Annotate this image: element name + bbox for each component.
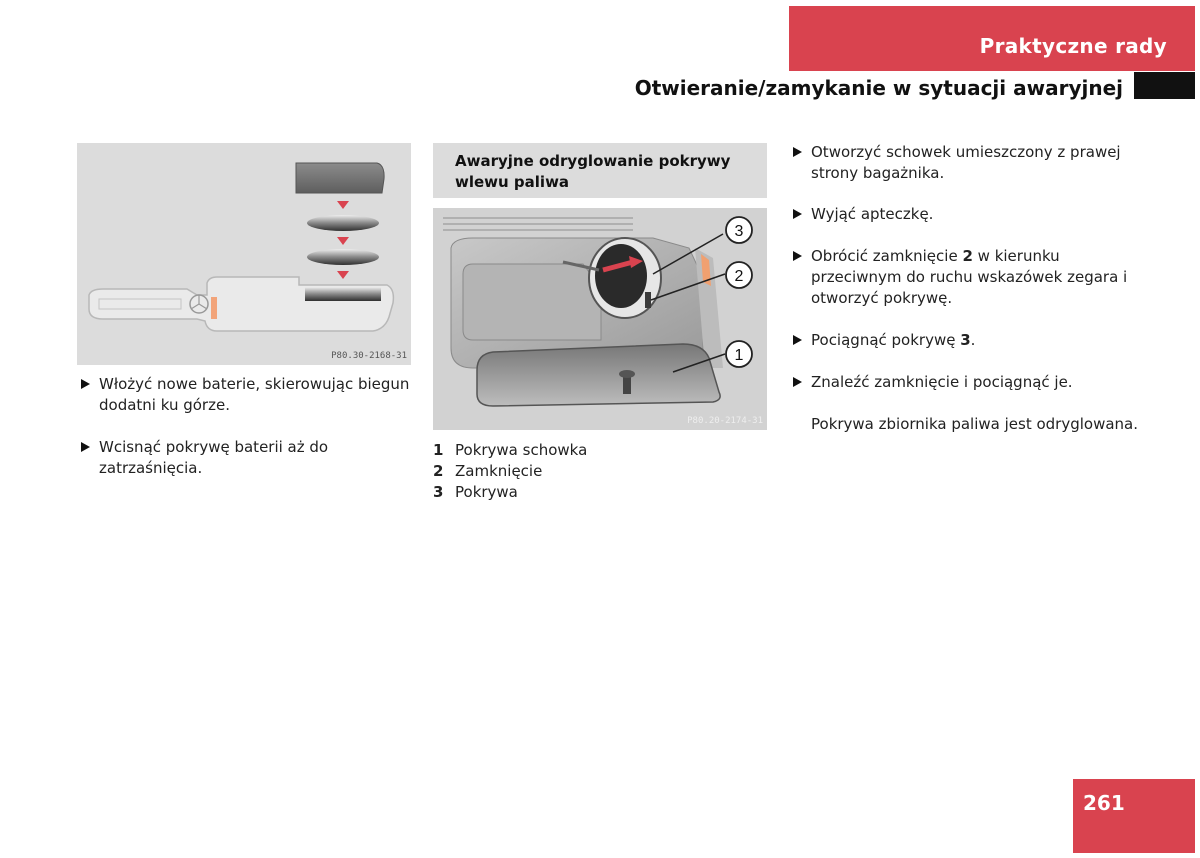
- callout-number: 1: [734, 347, 744, 364]
- fuel-flap-release-illustration: [433, 208, 767, 430]
- bullet-triangle-icon: [793, 377, 802, 387]
- section-bar: [789, 6, 1195, 71]
- page-number-box: [1073, 779, 1195, 853]
- legend-item: 3 Pokrywa: [433, 483, 518, 501]
- battery-replacement-illustration: [77, 143, 411, 365]
- instruction-step: Wyjąć apteczkę.: [793, 204, 1123, 225]
- procedure-title-box: Awaryjne odryglowanie pokrywy wlewu paliwa: [433, 143, 767, 198]
- callout-number: 3: [734, 223, 744, 240]
- legend-item: 2 Zamknięcie: [433, 462, 543, 480]
- page-title: Otwieranie/zamykanie w sytuacji awaryjnej: [634, 76, 1123, 100]
- instruction-step: Pociągnąć pokrywę 3.: [793, 330, 1123, 351]
- bullet-triangle-icon: [793, 335, 802, 345]
- section-label: Praktyczne rady: [979, 34, 1167, 58]
- instruction-step: Otworzyć schowek umieszczony z prawej strony bagażnika.: [793, 142, 1123, 184]
- key-battery-drawing: [77, 143, 411, 365]
- bullet-triangle-icon: [793, 251, 802, 261]
- page-number: 261: [1083, 791, 1125, 815]
- instruction-step: Znaleźć zamknięcie i pociągnąć je.: [793, 372, 1123, 393]
- bullet-triangle-icon: [793, 209, 802, 219]
- figure-code: P80.30-2168-31: [331, 351, 407, 361]
- callout-number: 2: [734, 268, 744, 285]
- figure-code: P80.20-2174-31: [687, 416, 763, 426]
- bullet-triangle-icon: [81, 379, 90, 389]
- legend-item: 1 Pokrywa schowka: [433, 441, 588, 459]
- trunk-compartment-drawing: [433, 208, 767, 430]
- result-text: Pokrywa zbiornika paliwa jest odryglowana.: [811, 415, 1139, 433]
- instruction-step: Włożyć nowe baterie, skierowując biegun dodatni ku górze.: [81, 374, 413, 416]
- instruction-step: Wcisnąć pokrywę baterii aż do zatrzaśnięcia.: [81, 437, 421, 479]
- bullet-triangle-icon: [81, 442, 90, 452]
- instruction-step: Obrócić zamknięcie 2 w kierunku przeciwnym do ruchu wskazówek zegara i otworzyć pokrywę.: [793, 246, 1133, 309]
- bullet-triangle-icon: [793, 147, 802, 157]
- heading-tab-marker: [1134, 72, 1195, 99]
